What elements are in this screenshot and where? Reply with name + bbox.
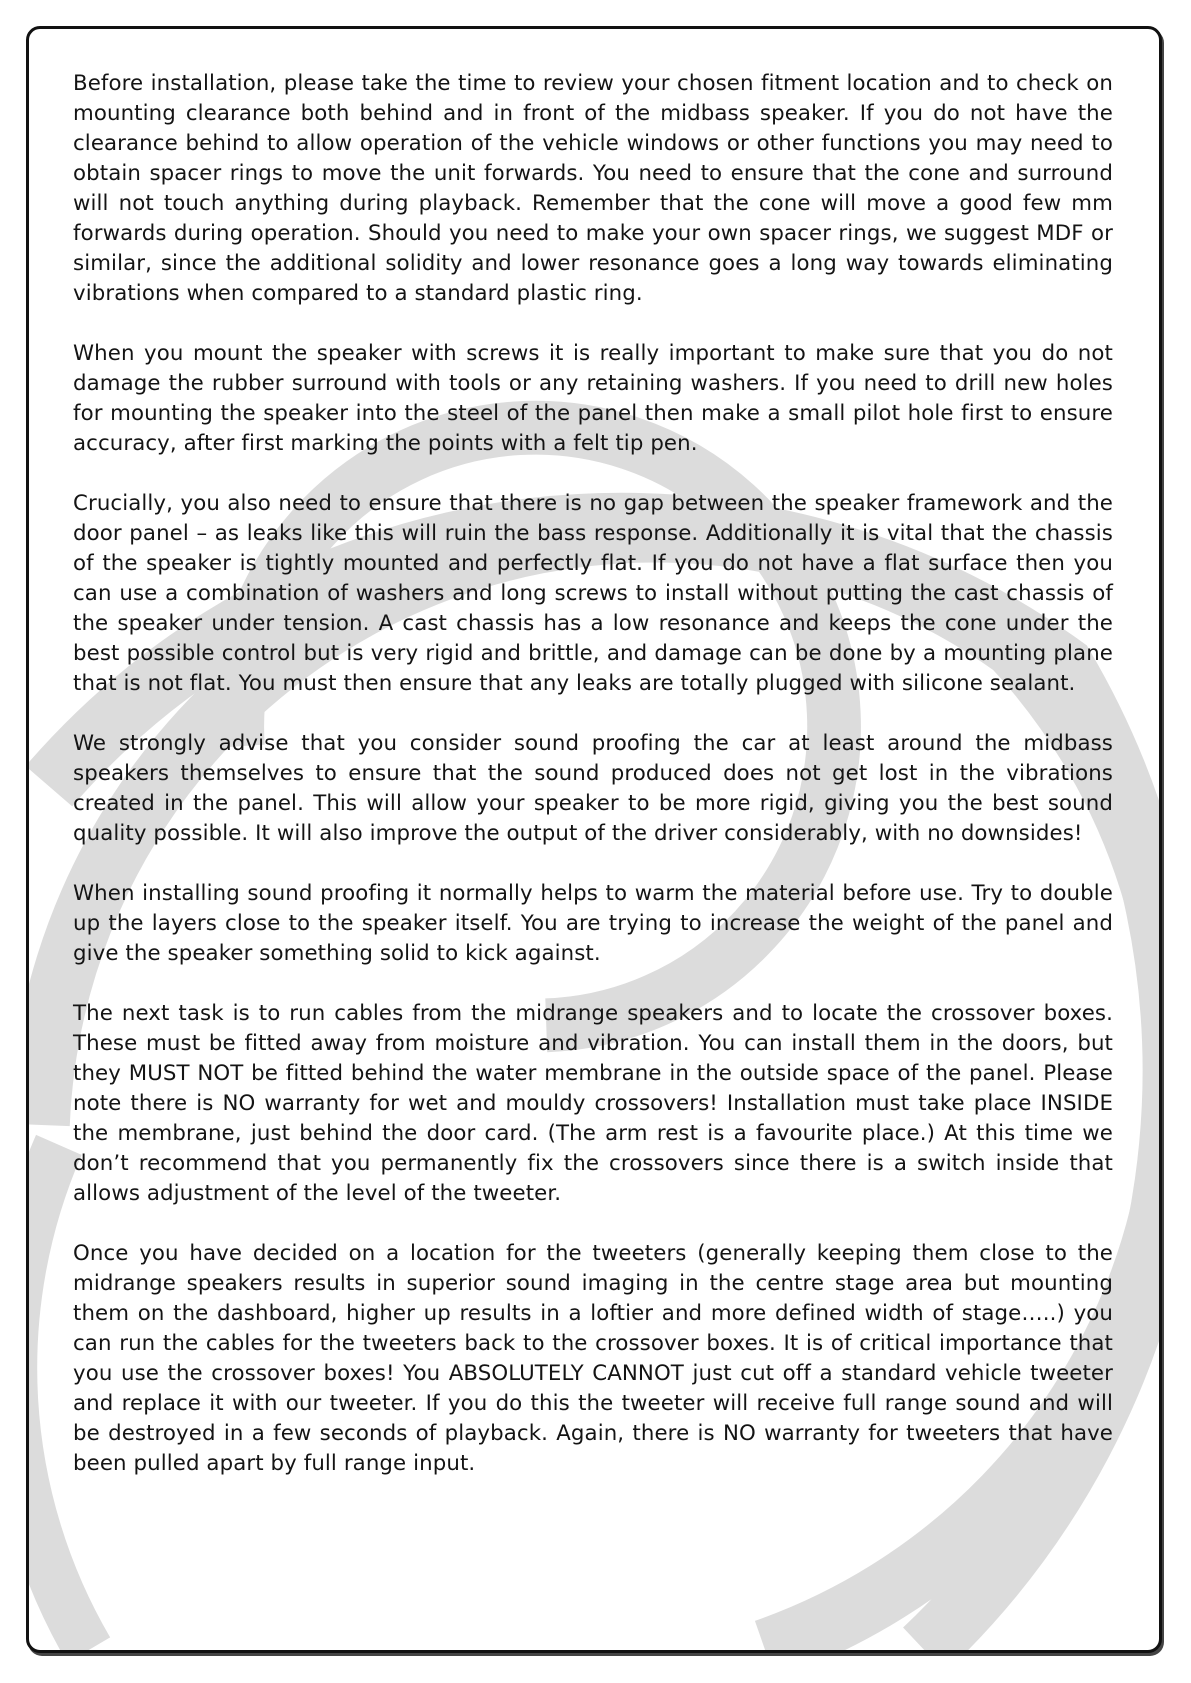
paragraph-sound-proofing-install: When installing sound proofing it normally helps to warm the material before use. Try to double up the layers close to the speaker itself. You are trying to increase the weight of the panel and give the speaker something solid to kick against. <box>73 881 1113 966</box>
paragraph-sealing-chassis: Crucially, you also need to ensure that there is no gap between the speaker framework and the door panel – as leaks like this will ruin the bass response. Additionally it is vital that the chassis of the speaker is tightly mounted and perfectly flat. If you do not have a flat surface then you can use a combination of washers and long screws to install without putting the cast chassis of the speaker under tension. A cast chassis has a low resonance and keeps the cone under the best possible control but is very rigid and brittle, and damage can be done by a mounting plane that is not flat. You must then ensure that any leaks are totally plugged with silicone sealant. <box>73 491 1113 696</box>
page-border-frame <box>26 26 1162 1653</box>
paragraph-crossover-placement: The next task is to run cables from the midrange speakers and to locate the crossover boxes. These must be fitted away from moisture and vibration. You can install them in the doors, but they MUST NOT be fitted behind the water membrane in the outside space of the panel. Please note there is NO warranty for wet and mouldy crossovers! Installation must take place INSIDE the membrane, just behind the door card. (The arm rest is a favourite place.) At this time we don’t recommend that you permanently fix the crossovers since there is a switch inside that allows adjustment of the level of the tweeter. <box>73 1001 1113 1206</box>
paragraph-sound-proofing-advice: We strongly advise that you consider sound proofing the car at least around the midbass speakers themselves to ensure that the sound produced does not get lost in the vibrations created in the panel. This will allow your speaker to be more rigid, giving you the best sound quality possible. It will also improve the output of the driver considerably, with no downsides! <box>73 731 1113 846</box>
paragraph-tweeter-cabling: Once you have decided on a location for the tweeters (generally keeping them close to the midrange speakers results in superior sound imaging in the centre stage area but mounting them on the dashboard, higher up results in a loftier and more defined width of stage…..) you can run the cables for the tweeters back to the crossover boxes. It is of critical importance that you use the crossover boxes! You ABSOLUTELY CANNOT just cut off a standard vehicle tweeter and replace it with our tweeter. If you do this the tweeter will receive full range sound and will be destroyed in a few seconds of playback. Again, there is NO warranty for tweeters that have been pulled apart by full range input. <box>73 1241 1113 1476</box>
paragraph-mounting-screws: When you mount the speaker with screws it is really important to make sure that you do not damage the rubber surround with tools or any retaining washers. If you need to drill new holes for mounting the speaker into the steel of the panel then make a small pilot hole first to ensure accuracy, after first marking the points with a felt tip pen. <box>73 341 1113 456</box>
paragraph-installation-clearance: Before installation, please take the time to review your chosen fitment location and to check on mounting clearance both behind and in front of the midbass speaker. If you do not have the clearance behind to allow operation of the vehicle windows or other functions you may need to obtain spacer rings to move the unit forwards. You need to ensure that the cone and surround will not touch anything during playback. Remember that the cone will move a good few mm forwards during operation. Should you need to make your own spacer rings, we suggest MDF or similar, since the additional solidity and lower resonance goes a long way towards eliminating vibrations when compared to a standard plastic ring. <box>73 71 1113 306</box>
document-body <box>73 69 1113 1509</box>
